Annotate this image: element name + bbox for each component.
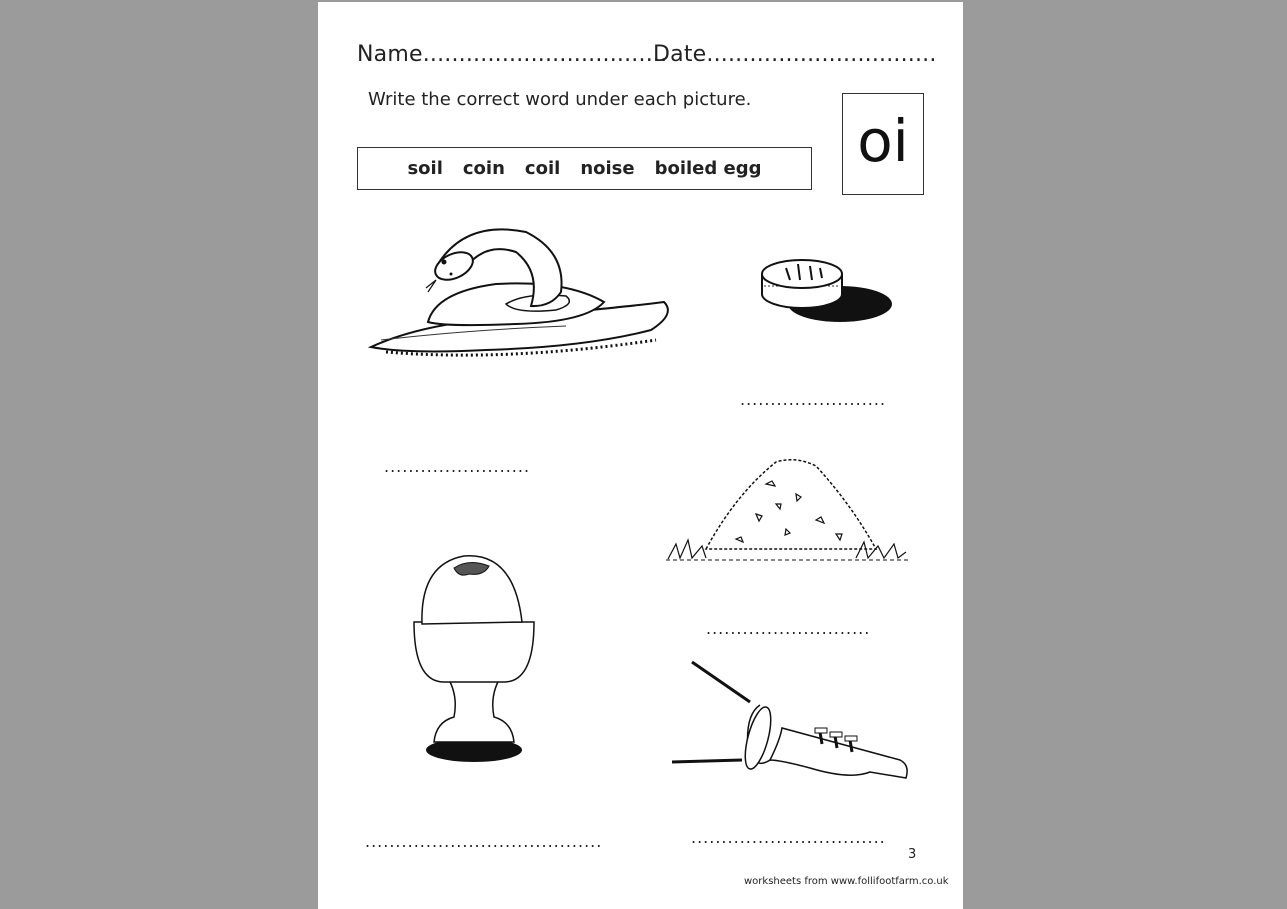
name-field-label: Name.................................. [357,42,668,67]
snake-coil-icon [366,222,676,367]
word-bank-item: soil [407,158,443,179]
date-field-label: Date................................ [653,42,937,67]
answer-line-soil[interactable]: ........................... [706,619,871,638]
worksheet-page [318,2,963,909]
footer-credit: worksheets from www.follifootfarm.co.uk [744,876,949,887]
word-bank [357,147,812,190]
answer-line-boiled-egg[interactable]: ....................................... [365,832,603,851]
boiled-egg-icon [414,552,534,767]
word-bank-item: coil [524,158,561,179]
answer-line-coin[interactable]: ........................ [740,390,887,409]
instruction-text: Write the correct word under each picture. [368,89,752,110]
coin-icon [760,254,895,326]
sound-box [842,93,924,195]
word-bank-item: coin [462,158,505,179]
sound-label: oi [857,107,909,175]
word-bank-item: noise [580,158,635,179]
word-bank-item: boiled egg [654,158,762,179]
soil-mound-icon [666,454,911,564]
page-number: 3 [908,847,917,862]
answer-line-coil[interactable]: ........................ [384,457,531,476]
trumpet-noise-icon [670,660,915,800]
answer-line-noise[interactable]: ................................ [691,828,886,847]
